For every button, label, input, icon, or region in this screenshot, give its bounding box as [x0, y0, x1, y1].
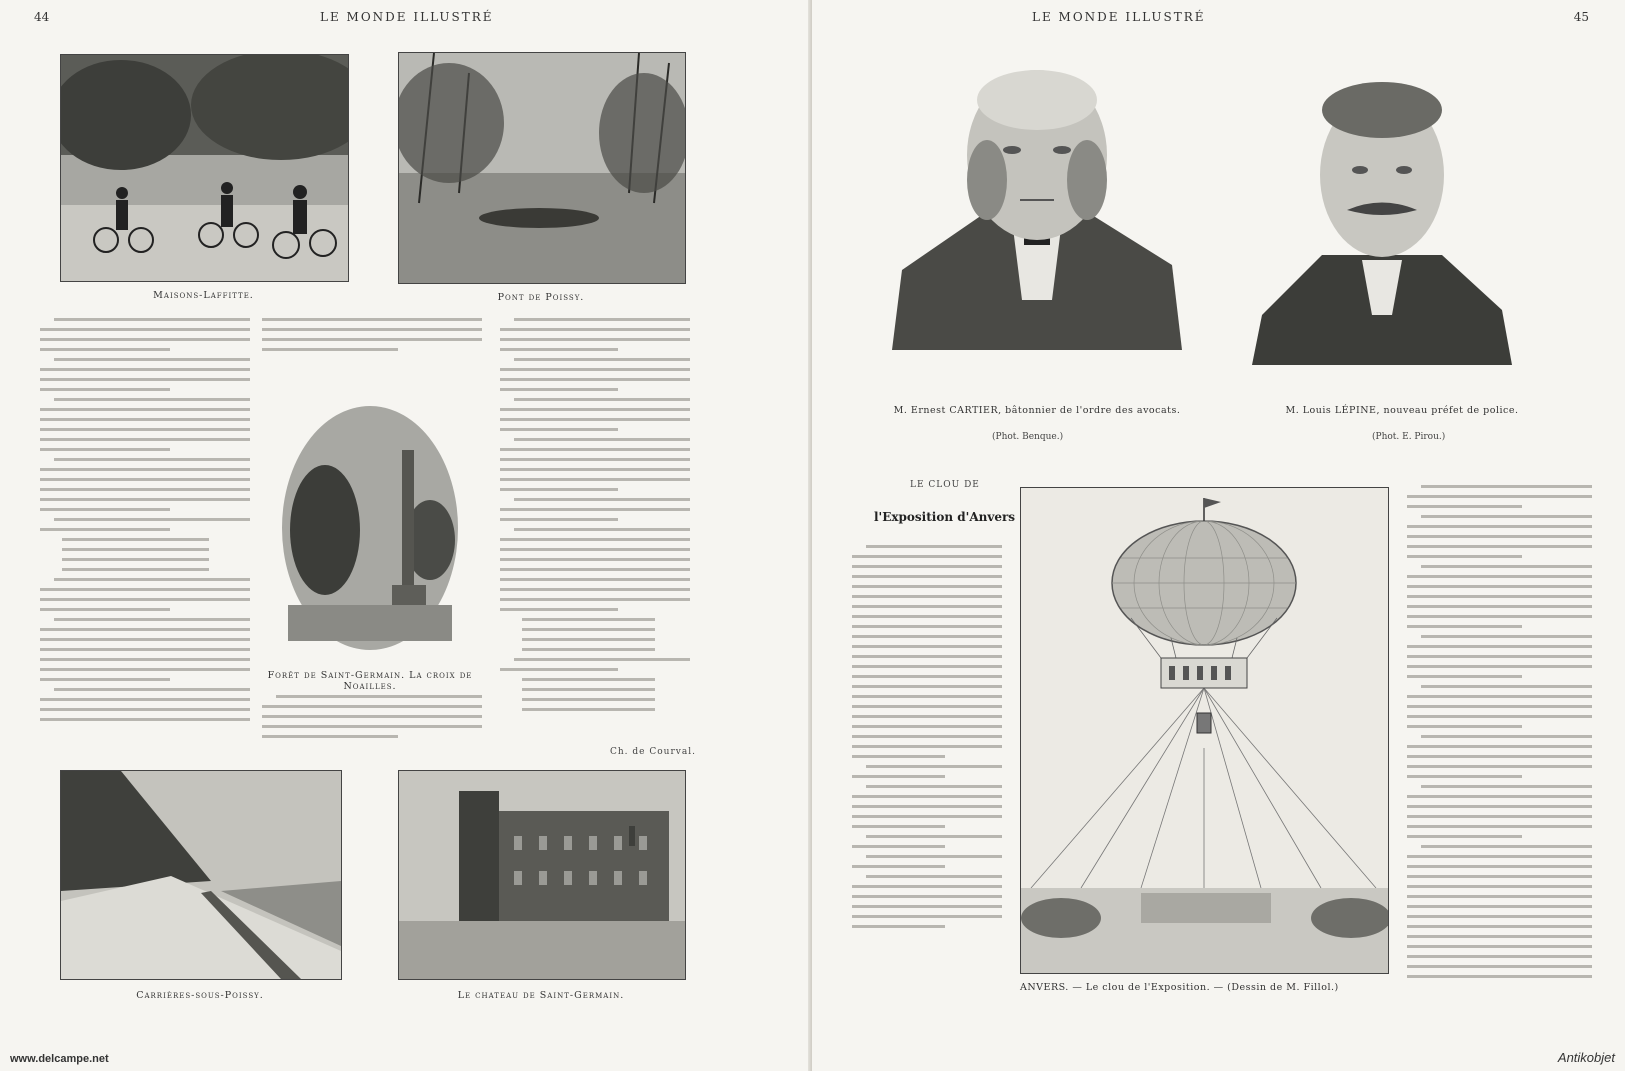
article-column-1	[40, 318, 250, 728]
caption-pont-de-poissy: Pont de Poissy.	[497, 292, 585, 303]
portrait-lepine-caption: M. Louis LÉPINE, nouveau préfet de police.	[1285, 405, 1519, 416]
caption-carrieres-sous-poissy: Carrières-sous-Poissy.	[136, 990, 264, 1001]
left-page	[0, 0, 812, 1071]
portrait-cartier-caption: M. Ernest CARTIER, bâtonnier de l'ordre des avocats.	[893, 405, 1181, 416]
photo-carrieres-sous-poissy	[60, 770, 342, 980]
running-head-left: LE MONDE ILLUSTRÉ	[320, 10, 494, 24]
watermark-delcampe: www.delcampe.net	[10, 1053, 109, 1065]
exposition-column-1	[852, 545, 1002, 975]
portrait-cartier-credit: (Phot. Benque.)	[992, 432, 1064, 442]
page-number-right: 45	[1573, 10, 1589, 24]
page-number-left: 44	[34, 10, 50, 24]
exposition-column-2	[1407, 485, 1592, 980]
article-column-3	[500, 318, 690, 738]
right-page	[812, 0, 1625, 1071]
caption-balloon-anvers: ANVERS. — Le clou de l'Exposition. — (Dessin de M. Fillol.)	[1020, 982, 1339, 993]
section-title: l'Exposition d'Anvers	[874, 510, 1016, 524]
article-column-2-top	[262, 318, 482, 366]
portrait-lepine	[1252, 55, 1512, 365]
article-column-2-bottom	[262, 695, 482, 755]
caption-maisons-laffitte: Maisons-Laffitte.	[153, 290, 254, 301]
caption-chateau-saint-germain: Le chateau de Saint-Germain.	[457, 990, 625, 1001]
caption-foret-saint-germain: Forêt de Saint-Germain. La croix de Noailles.	[267, 670, 473, 692]
photo-maisons-laffitte	[60, 54, 349, 282]
photo-pont-de-poissy	[398, 52, 686, 284]
portrait-cartier	[892, 40, 1182, 350]
article-signature: Ch. de Courval.	[610, 747, 696, 757]
portrait-lepine-credit: (Phot. E. Pirou.)	[1372, 432, 1446, 442]
illustration-balloon-anvers	[1020, 487, 1389, 974]
running-head-right: LE MONDE ILLUSTRÉ	[1032, 10, 1206, 24]
photo-foret-saint-germain	[270, 380, 470, 656]
watermark-antikobjet: Antikobjet	[1557, 1050, 1615, 1065]
photo-chateau-saint-germain	[398, 770, 686, 980]
section-kicker: LE CLOU DE	[910, 480, 980, 490]
